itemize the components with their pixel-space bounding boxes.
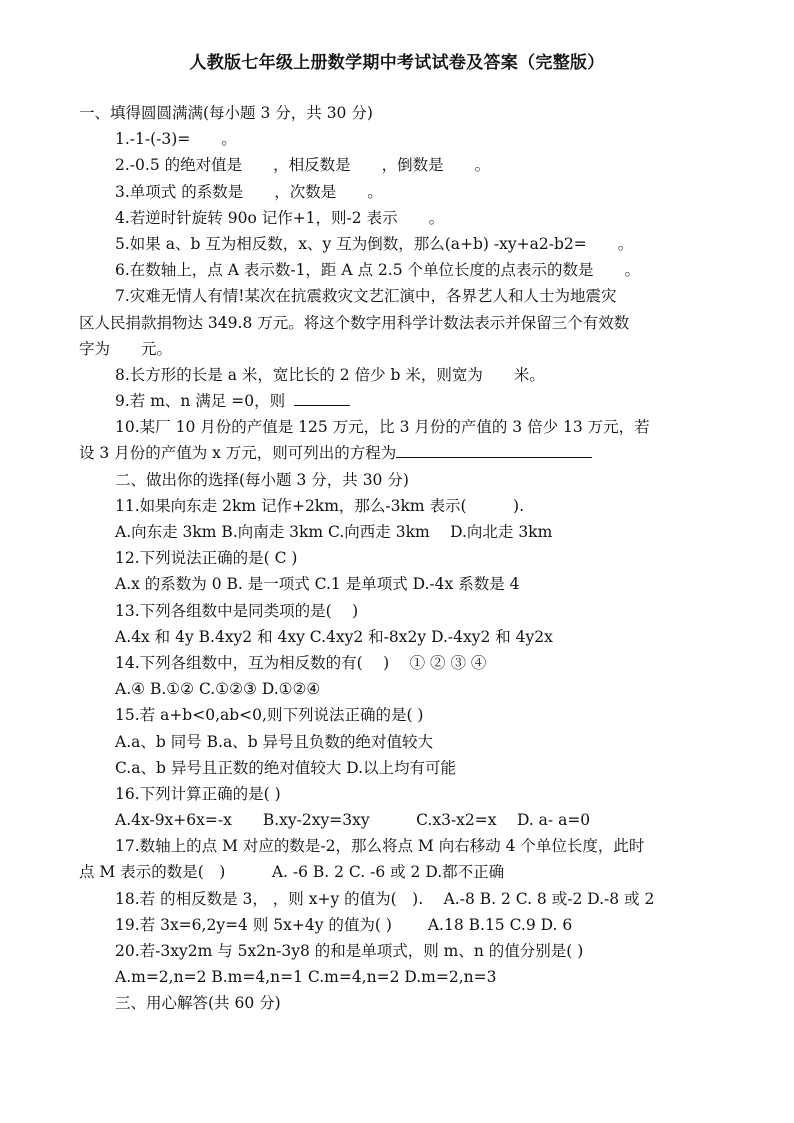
exam-line-text: 区人民捐款捐物达 349.8 万元。将这个数字用科学计数法表示并保留三个有效数	[79, 313, 630, 332]
exam-line-text: 2.-0.5 的绝对值是 ，相反数是 ，倒数是 。	[115, 156, 491, 175]
exam-line-text: 15.若 a+b<0,ab<0,则下列说法正确的是( )	[115, 706, 424, 725]
exam-line-text: 一、填得圆圆满满(每小题 3 分，共 30 分)	[79, 104, 373, 122]
exam-line	[79, 990, 719, 1016]
exam-line-text: 设 3 月份的产值为 x 万元，则可列出的方程为	[79, 444, 397, 463]
exam-line-text: 19.若 3x=6,2y=4 则 5x+4y 的值为( ) A.18 B.15 C.9 D. 6	[115, 915, 573, 934]
exam-line-text: A.a、b 同号 B.a、b 异号且负数的绝对值较大	[115, 732, 434, 751]
exam-line-text: 二、做出你的选择(每小题 3 分，共 30 分)	[115, 470, 409, 489]
exam-line	[79, 598, 719, 624]
exam-line	[79, 440, 719, 466]
exam-line-text: 18.若 的相反数是 3， ，则 x+y 的值为( ). A.-8 B. 2 C. 8 或-2 D.-8 或 2	[115, 889, 655, 908]
exam-line	[79, 781, 719, 807]
exam-line-text: 6.在数轴上，点 A 表示数-1，距 A 点 2.5 个单位长度的点表示的数是 。	[115, 261, 640, 280]
exam-line	[79, 545, 719, 571]
exam-line	[79, 388, 719, 414]
exam-line	[79, 755, 719, 781]
exam-line-text: 13.下列各组数中是同类项的是( )	[115, 601, 359, 620]
exam-line-text: 3.单项式 的系数是 ，次数是 。	[115, 182, 383, 201]
exam-line	[79, 257, 719, 283]
exam-line	[79, 571, 719, 597]
exam-line	[79, 702, 719, 728]
exam-line	[79, 650, 719, 676]
exam-line-text: 字为 元。	[79, 339, 173, 358]
exam-line-text: A.向东走 3km B.向南走 3km C.向西走 3km D.向北走 3km	[115, 523, 553, 541]
exam-line	[79, 807, 719, 833]
exam-line-text: 11.如果向东走 2km 记作+2km，那么-3km 表示( ).	[115, 496, 525, 515]
exam-line	[79, 179, 719, 205]
exam-line	[79, 362, 719, 388]
exam-line-text: 1.-1-(-3)= 。	[115, 130, 237, 149]
exam-line-text: A.m=2,n=2 B.m=4,n=1 C.m=4,n=2 D.m=2,n=3	[115, 968, 497, 987]
exam-line	[79, 152, 719, 178]
answer-blank	[294, 390, 350, 406]
exam-line-text: A.4x 和 4y B.4xy2 和 4xy C.4xy2 和-8x2y D.-4xy2 和 4y2x	[115, 627, 553, 646]
exam-line-text: 7.灾难无情人有情!某次在抗震救灾文艺汇演中，各界艺人和人士为地震灾	[115, 287, 617, 306]
answer-blank	[396, 442, 592, 458]
exam-line-text: 12.下列说法正确的是( C )	[115, 549, 298, 568]
exam-line	[79, 493, 719, 519]
exam-line	[79, 833, 719, 859]
exam-line	[79, 912, 719, 938]
exam-line-text: 14.下列各组数中，互为相反数的有( ) ① ② ③ ④	[115, 653, 487, 672]
exam-line-text: A.4x-9x+6x=-x B.xy-2xy=3xy C.x3-x2=x D. a- a=0	[115, 811, 591, 830]
exam-body	[79, 100, 719, 1017]
exam-line-text: A.④ B.①② C.①②③ D.①②④	[115, 680, 321, 699]
exam-line-text: 三、用心解答(共 60 分)	[115, 994, 281, 1013]
exam-line	[79, 886, 719, 912]
exam-line-text: C.a、b 异号且正数的绝对值较大 D.以上均有可能	[115, 758, 457, 777]
exam-line-text: 点 M 表示的数是( ) A. -6 B. 2 C. -6 或 2 D.都不正确	[79, 863, 505, 882]
exam-line	[79, 519, 719, 545]
exam-line	[79, 231, 719, 257]
exam-line	[79, 624, 719, 650]
exam-line-text: 9.若 m、n 满足 =0，则	[115, 392, 291, 411]
exam-line-text: 4.若逆时针旋转 90o 记作+1，则-2 表示 。	[115, 208, 445, 227]
exam-line	[79, 336, 719, 362]
exam-line	[79, 859, 719, 885]
exam-line-text: 17.数轴上的点 M 对应的数是-2，那么将点 M 向右移动 4 个单位长度，此时	[115, 837, 645, 856]
exam-line-text: 10.某厂 10 月份的产值是 125 万元，比 3 月份的产值的 3 倍少 13 万元，若	[115, 418, 650, 437]
exam-line	[79, 283, 719, 309]
exam-line	[79, 676, 719, 702]
exam-line-text: A.x 的系数为 0 B. 是一项式 C.1 是单项式 D.-4x 系数是 4	[115, 575, 520, 594]
exam-line	[79, 729, 719, 755]
exam-line-text: 20.若-3xy2m 与 5x2n-3y8 的和是单项式，则 m、n 的值分别是( )	[115, 942, 584, 960]
exam-line	[79, 964, 719, 990]
exam-line-text: 16.下列计算正确的是( )	[115, 784, 281, 803]
exam-line-text: 5.如果 a、b 互为相反数，x、y 互为倒数，那么(a+b) -xy+a2-b2= 。	[115, 234, 634, 253]
exam-line	[79, 414, 719, 440]
exam-line	[79, 310, 719, 336]
exam-line	[79, 467, 719, 493]
page-title: 人教版七年级上册数学期中考试试卷及答案（完整版）	[189, 53, 605, 73]
exam-line	[79, 100, 719, 126]
exam-line	[79, 938, 719, 964]
exam-line-text: 8.长方形的长是 a 米，宽比长的 2 倍少 b 米，则宽为 米。	[115, 365, 545, 384]
exam-line	[79, 126, 719, 152]
exam-line	[79, 205, 719, 231]
